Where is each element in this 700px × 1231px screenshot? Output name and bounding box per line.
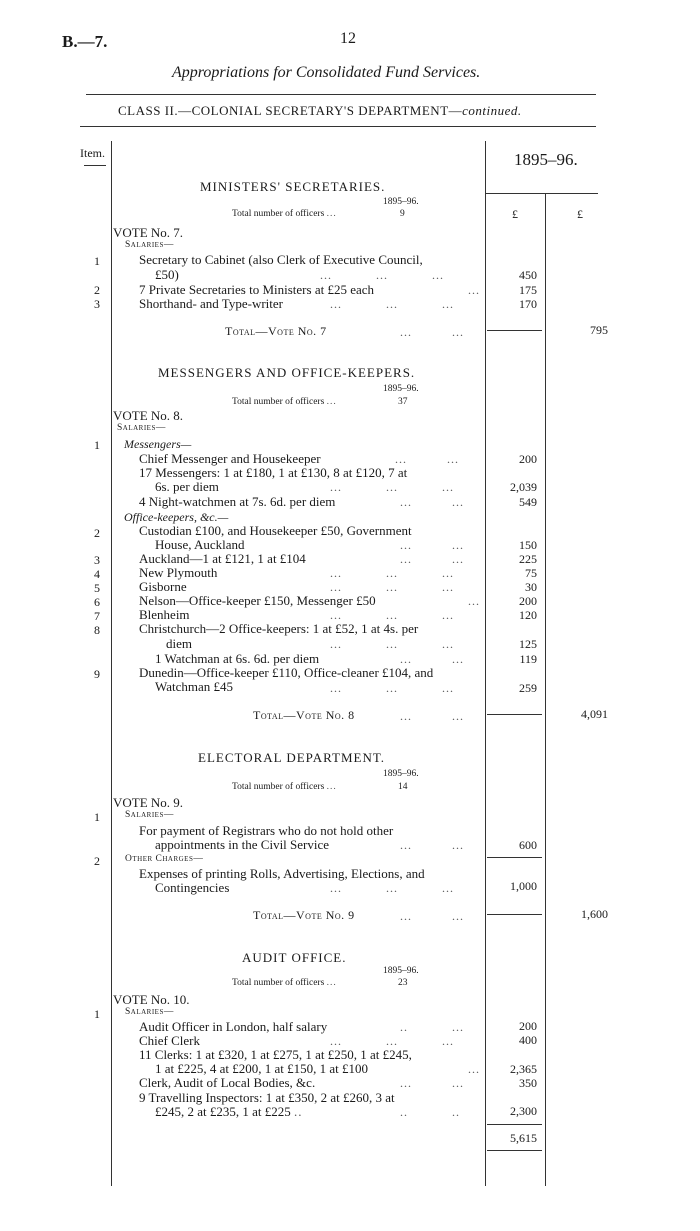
item-number: 8: [94, 623, 100, 637]
year-header-rule: [486, 193, 598, 194]
leader-dots: ... ...: [400, 652, 464, 666]
subtotal-rule: [487, 714, 542, 715]
item-number: 5: [94, 581, 100, 595]
document-code: B.—7.: [62, 32, 108, 51]
amount: 200: [519, 452, 537, 466]
leader-dots: ... ... ...: [330, 1034, 454, 1048]
leader-dots: ... ...: [400, 1076, 464, 1090]
line-item-cont: House, Auckland: [155, 537, 245, 552]
class-heading: [118, 103, 522, 119]
vote-9-heading: VOTE No. 9.: [113, 795, 184, 810]
audit-year: 1895–96.: [383, 966, 419, 976]
item-number: 1: [94, 810, 100, 824]
leader-dots: ... ... ...: [330, 566, 454, 580]
vote-7-heading: VOTE No. 7.: [113, 225, 184, 240]
line-item-cont-text: £245, 2 at £235, 1 at £225: [155, 1104, 291, 1119]
page-title: Appropriations for Consolidated Fund Services.: [172, 64, 481, 81]
messengers-officers-count: 37: [398, 397, 408, 407]
line-item: Christchurch—2 Office-keepers: 1 at £52, 1 at 4s. per: [139, 621, 419, 636]
amount-column-rule-1: [485, 141, 486, 1186]
leader-dots: ...: [468, 1062, 480, 1076]
line-item: Secretary to Cabinet (also Clerk of Executive Council,: [139, 252, 423, 267]
line-item: Gisborne: [139, 579, 187, 594]
office-keepers-subheading: Office-keepers, &c.—: [124, 510, 229, 524]
vote-8-heading: VOTE No. 8.: [113, 408, 184, 423]
line-item-cont: [155, 267, 179, 282]
line-item-cont: appointments in the Civil Service: [155, 837, 330, 852]
vote-8-total: 4,091: [581, 707, 608, 721]
amount: 2,300: [510, 1104, 537, 1118]
amount: 170: [519, 297, 537, 311]
line-item: Chief Clerk: [139, 1033, 201, 1048]
subtotal-rule: [487, 330, 542, 331]
line-item: New Plymouth: [139, 565, 218, 580]
item-number: 2: [94, 854, 100, 868]
leader-dots: ... ...: [400, 709, 464, 723]
amount: 200: [519, 594, 537, 608]
section-title-messengers: MESSENGERS AND OFFICE-KEEPERS.: [158, 365, 416, 380]
item-number: 3: [94, 297, 100, 311]
line-item: 9 Travelling Inspectors: 1 at £350, 2 at £260, 3 at: [139, 1090, 395, 1105]
item-number: 1: [94, 1007, 100, 1021]
subtotal-rule: [487, 914, 542, 915]
line-item: 17 Messengers: 1 at £180, 1 at £130, 8 at £120, 7 at: [139, 465, 408, 480]
class-heading-text: CLASS II.—COLONIAL SECRETARY'S DEPARTMENT—: [118, 103, 463, 118]
ministers-officers-text: Total number of officers: [232, 209, 325, 219]
line-item: Auckland—1 at £121, 1 at £104: [139, 551, 306, 566]
line-item: Custodian £100, and Housekeeper £50, Government: [139, 523, 412, 538]
amount: 549: [519, 495, 537, 509]
amount: 200: [519, 1019, 537, 1033]
line-item-cont: £245, 2 at £235, 1 at £225 ..: [155, 1104, 303, 1119]
vote-9-total-label: Total—Vote No. 9: [253, 908, 355, 922]
pound-sign-1: £: [512, 207, 518, 221]
leader-dots: ... ...: [395, 452, 459, 466]
amount: 2,365: [510, 1062, 537, 1076]
item-column-header: Item.: [80, 146, 105, 160]
line-item-cont: diem: [166, 636, 192, 651]
ministers-officers-label: Total number of officers ...: [232, 209, 337, 219]
leader-dots: .. ..: [400, 1105, 460, 1119]
amount-column-rule-2: [545, 193, 546, 1186]
audit-salaries-heading: Salaries—: [125, 1007, 174, 1017]
electoral-officers-text: Total number of officers: [232, 782, 325, 792]
line-item-cont: Contingencies: [155, 880, 230, 895]
electoral-year: 1895–96.: [383, 769, 419, 779]
electoral-officers-count: 14: [398, 782, 408, 792]
leader-dots: ... ... ...: [330, 297, 454, 311]
item-header-rule: [84, 165, 106, 166]
subtotal-rule: [487, 857, 542, 858]
line-item: Dunedin—Office-keeper £110, Office-cleaner £104, and: [139, 665, 434, 680]
leader-dots: ... ...: [400, 552, 464, 566]
vote-8-total-label: Total—Vote No. 8: [253, 708, 355, 722]
amount: 400: [519, 1033, 537, 1047]
ministers-year: 1895–96.: [383, 197, 419, 207]
electoral-officers-label: Total number of officers ...: [232, 782, 337, 792]
amount: 225: [519, 552, 537, 566]
leader-dots: ... ...: [400, 538, 464, 552]
line-item: 4 Night-watchmen at 7s. 6d. per diem: [139, 494, 336, 509]
section-title-electoral: ELECTORAL DEPARTMENT.: [198, 750, 386, 765]
line-item: Blenheim: [139, 607, 190, 622]
amount: 119: [519, 652, 537, 666]
page-number: 12: [340, 30, 356, 47]
line-item-cont: 6s. per diem: [155, 479, 219, 494]
leader-dots: ...: [468, 283, 480, 297]
leader-dots: ... ...: [400, 838, 464, 852]
line-item: Expenses of printing Rolls, Advertising, Elections, and: [139, 866, 425, 881]
leader-dots: ... ... ...: [330, 681, 454, 695]
line-item-cont: Watchman £45: [155, 679, 234, 694]
line-item-cont-text: £50): [155, 267, 179, 282]
year-column-header: 1895–96.: [514, 150, 578, 169]
amount: 75: [525, 566, 537, 580]
item-number: 2: [94, 526, 100, 540]
item-number: 1: [94, 254, 100, 268]
amount: 150: [519, 538, 537, 552]
header-rule-top: [86, 94, 596, 95]
vote-9-total: 1,600: [581, 907, 608, 921]
line-item: Chief Messenger and Housekeeper: [139, 451, 321, 466]
line-item: Shorthand- and Type-writer: [139, 296, 283, 311]
line-item: 1 Watchman at 6s. 6d. per diem: [155, 651, 320, 666]
messengers-year: 1895–96.: [383, 384, 419, 394]
line-item: Clerk, Audit of Local Bodies, &c.: [139, 1075, 316, 1090]
amount: 600: [519, 838, 537, 852]
audit-subtotal: 5,615: [510, 1131, 537, 1145]
amount: 450: [519, 268, 537, 282]
ministers-officers-count: 9: [400, 209, 405, 219]
subtotal-rule: [487, 1124, 542, 1125]
leader-dots: ... ...: [400, 495, 464, 509]
leader-dots: ...: [468, 594, 480, 608]
leader-dots: ... ... ...: [330, 480, 454, 494]
subtotal-rule: [487, 1150, 542, 1151]
line-item: For payment of Registrars who do not hold other: [139, 823, 394, 838]
amount: 350: [519, 1076, 537, 1090]
vote-10-heading: VOTE No. 10.: [113, 992, 190, 1007]
leader-dots: ... ...: [400, 909, 464, 923]
item-number: 9: [94, 667, 100, 681]
leader-dots: ... ... ...: [330, 580, 454, 594]
line-item: 11 Clerks: 1 at £320, 1 at £275, 1 at £250, 1 at £245,: [139, 1047, 412, 1062]
line-item: Audit Officer in London, half salary: [139, 1019, 328, 1034]
leader-dots: ... ... ...: [330, 608, 454, 622]
item-number: 4: [94, 567, 100, 581]
leader-dots: ... ... ...: [330, 881, 454, 895]
electoral-salaries-heading: Salaries—: [125, 810, 174, 820]
audit-officers-text: Total number of officers: [232, 978, 325, 988]
leader-dots: ... ... ...: [330, 637, 454, 651]
item-number: 7: [94, 609, 100, 623]
section-title-audit: AUDIT OFFICE.: [242, 950, 347, 965]
audit-officers-count: 23: [398, 978, 408, 988]
line-item-cont: 1 at £225, 4 at £200, 1 at £150, 1 at £100: [155, 1061, 369, 1076]
vote-7-total: 795: [590, 323, 608, 337]
leader-dots: ... ...: [400, 325, 464, 339]
line-item: Nelson—Office-keeper £150, Messenger £50: [139, 593, 376, 608]
item-number: 1: [94, 438, 100, 452]
vote-7-total-label: Total—Vote No. 7: [225, 324, 327, 338]
amount: 30: [525, 580, 537, 594]
messengers-salaries-heading: Salaries—: [117, 423, 166, 433]
other-charges-heading: Other Charges—: [125, 854, 204, 864]
item-number: 2: [94, 283, 100, 297]
section-title-ministers: MINISTERS' SECRETARIES.: [200, 179, 386, 194]
messengers-officers-text: Total number of officers: [232, 397, 325, 407]
ministers-salaries-heading: Salaries—: [125, 240, 174, 250]
amount: 175: [519, 283, 537, 297]
item-number: 6: [94, 595, 100, 609]
leader-dots: ... ... ...: [320, 268, 444, 282]
leader-dots: .. ...: [400, 1020, 464, 1034]
amount: 259: [519, 681, 537, 695]
item-number: 3: [94, 553, 100, 567]
pound-sign-2: £: [577, 207, 583, 221]
messengers-officers-label: Total number of officers ...: [232, 397, 337, 407]
audit-officers-label: Total number of officers ...: [232, 978, 337, 988]
amount: 125: [519, 637, 537, 651]
amount: 120: [519, 608, 537, 622]
class-heading-cont: continued.: [462, 103, 522, 118]
item-column-rule: [111, 141, 112, 1186]
amount: 1,000: [510, 879, 537, 893]
header-rule-bottom: [80, 126, 596, 127]
amount: 2,039: [510, 480, 537, 494]
line-item: 7 Private Secretaries to Ministers at £25 each: [139, 282, 375, 297]
messengers-subheading: Messengers—: [124, 437, 192, 451]
